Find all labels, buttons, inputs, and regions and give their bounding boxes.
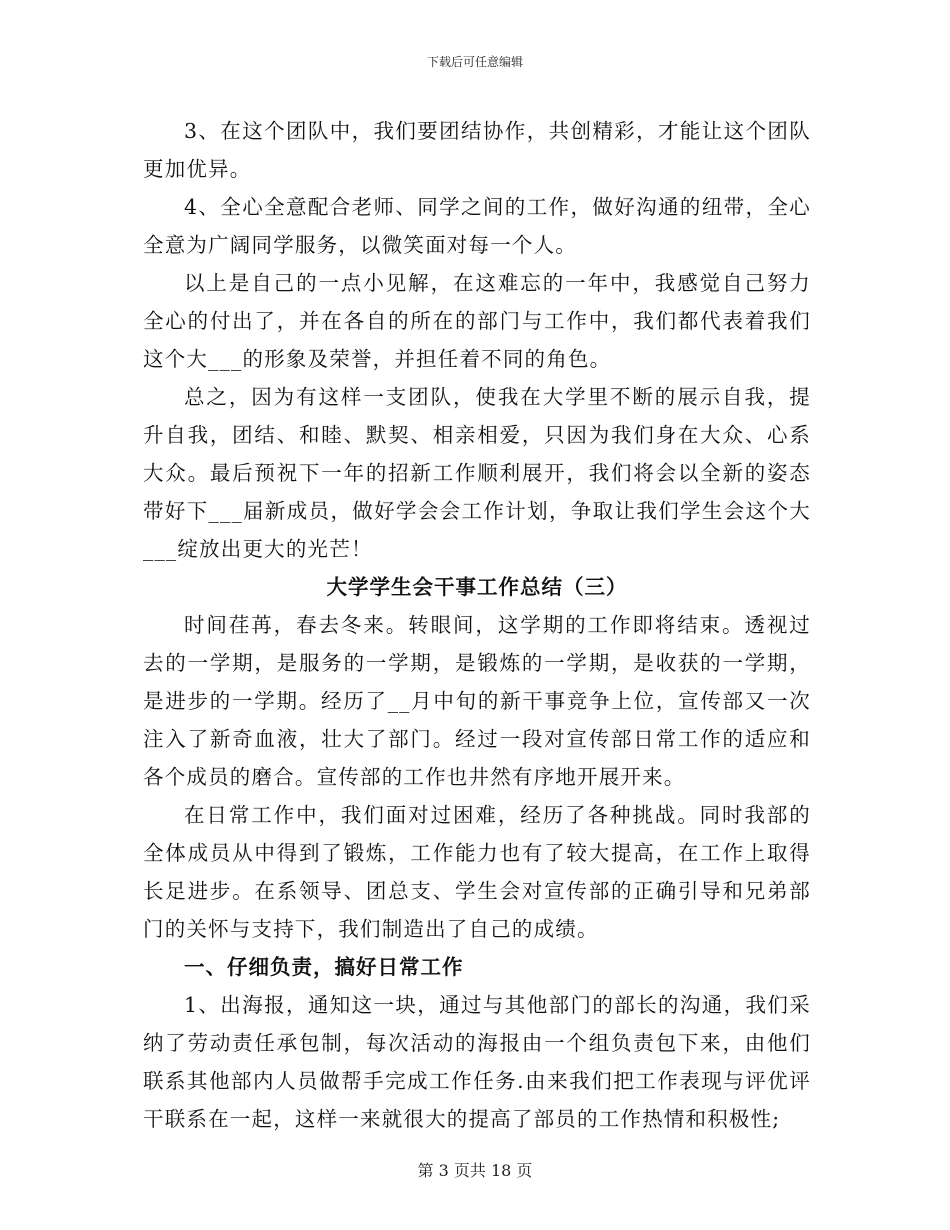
section-title: 大学学生会干事工作总结（三） — [326, 575, 628, 599]
paragraph-posters: 1、出海报，通知这一块，通过与其他部门的部长的沟通，我们采纳了劳动责任承包制，每次活动的海报由一个组负责包下来，由他们联系其他部内人员做帮手完成工作任务.由来我们把工作表现与评优评干联系在一起，这样一来就很大的提高了部员的工作热情和积极性; — [143, 993, 811, 1131]
paragraph-daily-work: 在日常工作中，我们面对过困难，经历了各种挑战。同时我部的全体成员从中得到了锻炼，工作能力也有了较大提高，在工作上取得长足进步。在系领导、团总支、学生会对宣传部的正确引导和兄弟部门的关怀与支持下，我们制造出了自己的成绩。 — [143, 803, 811, 941]
page-footer-number: 第 3 页共 18 页 — [417, 1161, 533, 1180]
page-header-note: 下载后可任意编辑 — [426, 55, 523, 69]
paragraph-item-3: 3、在这个团队中，我们要团结协作，共创精彩，才能让这个团队更加优异。 — [143, 119, 811, 181]
paragraph-intro: 时间荏苒，春去冬来。转眼间，这学期的工作即将结束。透视过去的一学期，是服务的一学期，是锻炼的一学期，是收获的一学期，是进步的一学期。经历了__月中旬的新干事竞争上位，宣传部又一次注入了新奇血液，壮大了部门。经过一段对宣传部日常工作的适应和各个成员的磨合。宣传部的工作也井然有序地开展开来。 — [143, 613, 811, 789]
paragraph-conclusion: 总之，因为有这样一支团队，使我在大学里不断的展示自我，提升自我，团结、和睦、默契、相亲相爱，只因为我们身在大众、心系大众。最后预祝下一年的招新工作顺利展开，我们将会以全新的姿态带好下___届新成员，做好学会会工作计划，争取让我们学生会这个大___绽放出更大的光芒！ — [143, 385, 811, 561]
paragraph-item-4: 4、全心全意配合老师、同学之间的工作，做好沟通的纽带，全心全意为广阔同学服务，以微笑面对每一个人。 — [143, 195, 811, 257]
paragraph-opinion: 以上是自己的一点小见解，在这难忘的一年中，我感觉自己努力全心的付出了，并在各自的所在的部门与工作中，我们都代表着我们这个大___的形象及荣誉，并担任着不同的角色。 — [143, 271, 811, 371]
sub-heading: 一、仔细负责，搞好日常工作 — [184, 955, 464, 979]
document-body — [143, 112, 811, 1138]
